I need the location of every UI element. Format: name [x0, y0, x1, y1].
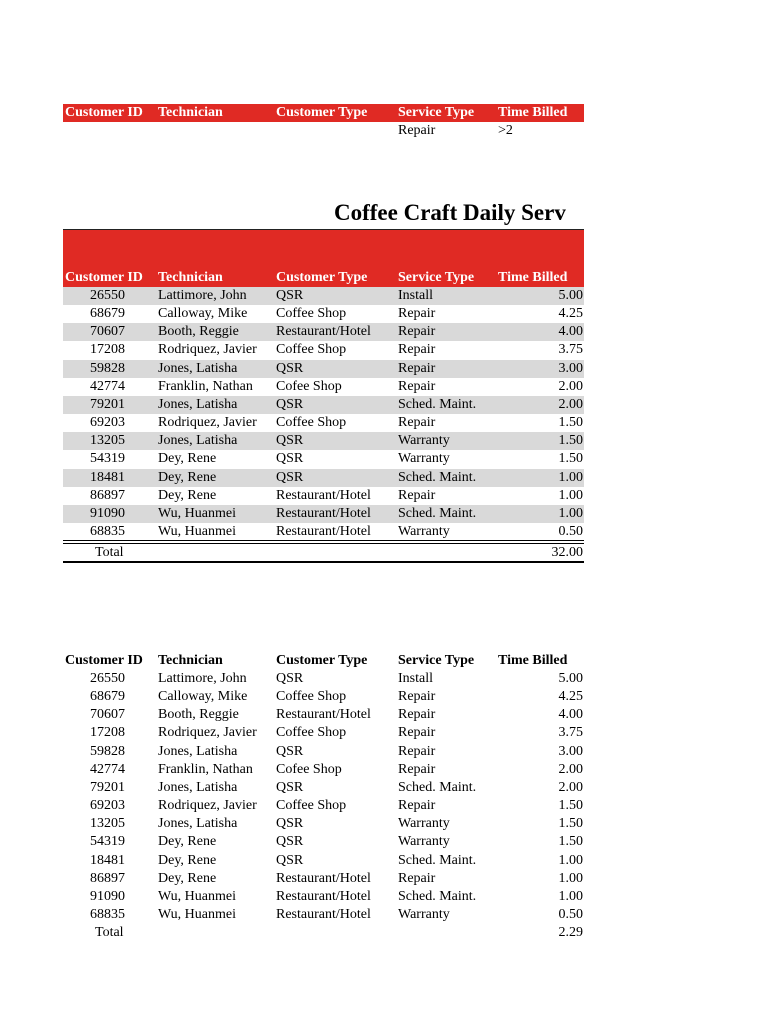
report-time-billed[interactable]: 4.00 — [558, 324, 583, 340]
lower-customer-type[interactable]: Coffee Shop — [276, 689, 347, 705]
report-technician[interactable]: Dey, Rene — [158, 469, 217, 485]
lower-time-billed[interactable]: 0.50 — [558, 906, 583, 922]
report-service-type[interactable]: Repair — [398, 360, 436, 376]
report-time-billed[interactable]: 2.00 — [558, 396, 583, 412]
lower-time-billed[interactable]: 2.00 — [558, 761, 583, 777]
report-customer-id[interactable]: 86897 — [90, 487, 125, 503]
report-row — [63, 414, 584, 432]
report-customer-id[interactable]: 69203 — [90, 415, 125, 431]
report-technician[interactable]: Rodriquez, Javier — [158, 415, 257, 431]
lower-service-type[interactable]: Repair — [398, 870, 436, 886]
lower-customer-type[interactable]: Restaurant/Hotel — [276, 906, 371, 922]
report-time-billed[interactable]: 1.50 — [558, 415, 583, 431]
report-customer-type[interactable]: QSR — [276, 360, 304, 376]
report-customer-type[interactable]: Restaurant/Hotel — [276, 487, 371, 503]
lower-customer-id[interactable]: 17208 — [90, 725, 125, 741]
report-service-type[interactable]: Warranty — [398, 451, 450, 467]
report-service-type[interactable]: Repair — [398, 378, 436, 394]
report-service-type[interactable]: Warranty — [398, 523, 450, 539]
report-technician[interactable]: Jones, Latisha — [158, 396, 238, 412]
report-total-label: Total — [95, 545, 124, 561]
lower-time-billed[interactable]: 4.25 — [558, 689, 583, 705]
report-service-type[interactable]: Sched. Maint. — [398, 505, 477, 521]
report-technician[interactable]: Franklin, Nathan — [158, 378, 253, 394]
report-row — [63, 341, 584, 359]
lower-customer-id[interactable]: 54319 — [90, 834, 125, 850]
lower-service-type[interactable]: Repair — [398, 725, 436, 741]
lower-customer-type[interactable]: QSR — [276, 816, 304, 832]
report-time-billed[interactable]: 2.00 — [558, 378, 583, 394]
lower-service-type[interactable]: Sched. Maint. — [398, 852, 477, 868]
lower-row — [63, 779, 584, 797]
lower-row — [63, 743, 584, 761]
report-time-billed[interactable]: 1.00 — [558, 505, 583, 521]
lower-customer-id[interactable]: 42774 — [90, 761, 125, 777]
criteria-header-row — [63, 104, 584, 122]
lower-technician[interactable]: Lattimore, John — [158, 671, 247, 686]
report-technician[interactable]: Calloway, Mike — [158, 306, 248, 322]
lower-time-billed[interactable]: 1.00 — [558, 852, 583, 868]
report-customer-type[interactable]: QSR — [276, 396, 304, 412]
report-technician[interactable]: Dey, Rene — [158, 451, 217, 467]
report-customer-id[interactable]: 59828 — [90, 360, 125, 376]
report-customer-id[interactable]: 70607 — [90, 324, 125, 340]
report-service-type[interactable]: Sched. Maint. — [398, 469, 477, 485]
lower-row — [63, 688, 584, 706]
lower-technician[interactable]: Franklin, Nathan — [158, 761, 253, 777]
report-customer-id[interactable]: 18481 — [90, 469, 125, 485]
report-technician[interactable]: Booth, Reggie — [158, 324, 239, 340]
lower-row — [63, 815, 584, 833]
lower-service-type[interactable]: Repair — [398, 707, 436, 723]
criteria-header-technician[interactable]: Technician — [158, 105, 223, 120]
report-row — [63, 378, 584, 396]
report-service-type[interactable]: Repair — [398, 342, 436, 358]
lower-customer-type[interactable]: QSR — [276, 743, 304, 759]
report-customer-type[interactable]: Restaurant/Hotel — [276, 324, 371, 340]
lower-customer-id[interactable]: 68835 — [90, 906, 125, 922]
lower-customer-id[interactable]: 70607 — [90, 707, 125, 723]
lower-row — [63, 724, 584, 742]
lower-time-billed[interactable]: 1.00 — [558, 888, 583, 904]
lower-service-type[interactable]: Warranty — [398, 816, 450, 832]
report-customer-id[interactable]: 13205 — [90, 433, 125, 449]
report-row — [63, 487, 584, 505]
lower-time-billed[interactable]: 1.00 — [558, 870, 583, 886]
lower-customer-type[interactable]: QSR — [276, 671, 304, 686]
report-service-type[interactable]: Sched. Maint. — [398, 396, 477, 412]
lower-customer-type[interactable]: Coffee Shop — [276, 725, 347, 741]
report-service-type[interactable]: Repair — [398, 306, 436, 322]
lower-customer-id[interactable]: 18481 — [90, 852, 125, 868]
criteria-header-customer-id[interactable]: Customer ID — [65, 105, 143, 120]
report-row — [63, 523, 584, 541]
lower-technician[interactable]: Dey, Rene — [158, 852, 217, 868]
lower-total-value[interactable]: 2.29 — [558, 925, 583, 941]
lower-header-row — [63, 652, 584, 670]
report-header-customer-id[interactable]: Customer ID — [65, 270, 143, 285]
lower-header-technician[interactable]: Technician — [158, 653, 223, 668]
lower-row — [63, 870, 584, 888]
lower-customer-id[interactable]: 26550 — [90, 671, 125, 686]
report-time-billed[interactable]: 1.50 — [558, 433, 583, 449]
report-technician[interactable]: Jones, Latisha — [158, 433, 238, 449]
report-customer-id[interactable]: 26550 — [90, 288, 125, 303]
report-customer-id[interactable]: 54319 — [90, 451, 125, 467]
lower-technician[interactable]: Dey, Rene — [158, 870, 217, 886]
report-technician[interactable]: Wu, Huanmei — [158, 523, 236, 539]
lower-customer-type[interactable]: QSR — [276, 779, 304, 795]
report-customer-type[interactable]: QSR — [276, 433, 304, 449]
lower-row — [63, 797, 584, 815]
report-total-row — [63, 544, 584, 562]
report-service-type[interactable]: Repair — [398, 487, 436, 503]
report-row — [63, 505, 584, 523]
lower-row — [63, 670, 584, 688]
report-header-technician[interactable]: Technician — [158, 270, 223, 285]
lower-row — [63, 888, 584, 906]
criteria-header-time-billed[interactable]: Time Billed — [498, 105, 568, 120]
lower-technician[interactable]: Wu, Huanmei — [158, 906, 236, 922]
report-technician[interactable]: Dey, Rene — [158, 487, 217, 503]
lower-header-time-billed[interactable]: Time Billed — [498, 653, 568, 668]
lower-customer-type[interactable]: QSR — [276, 834, 304, 850]
report-customer-id[interactable]: 68679 — [90, 306, 125, 322]
lower-customer-type[interactable]: Cofee Shop — [276, 761, 342, 777]
report-row — [63, 323, 584, 341]
lower-header-service-type[interactable]: Service Type — [398, 653, 475, 668]
report-row — [63, 432, 584, 450]
report-customer-type[interactable]: Restaurant/Hotel — [276, 505, 371, 521]
report-customer-id[interactable]: 17208 — [90, 342, 125, 358]
report-customer-type[interactable]: Coffee Shop — [276, 415, 347, 431]
report-customer-type[interactable]: Coffee Shop — [276, 342, 347, 358]
criteria-time-billed-value[interactable]: >2 — [498, 123, 513, 138]
lower-service-type[interactable]: Install — [398, 671, 433, 686]
lower-customer-type[interactable]: Restaurant/Hotel — [276, 870, 371, 886]
report-row — [63, 287, 584, 305]
lower-service-type[interactable]: Repair — [398, 761, 436, 777]
report-time-billed[interactable]: 3.75 — [558, 342, 583, 358]
report-customer-id[interactable]: 91090 — [90, 505, 125, 521]
lower-service-type[interactable]: Repair — [398, 798, 436, 814]
report-technician[interactable]: Rodriquez, Javier — [158, 342, 257, 358]
report-row — [63, 450, 584, 468]
lower-customer-type[interactable]: Restaurant/Hotel — [276, 888, 371, 904]
report-customer-type[interactable]: Coffee Shop — [276, 306, 347, 322]
report-header-customer-type[interactable]: Customer Type — [276, 270, 368, 285]
report-customer-type[interactable]: QSR — [276, 288, 304, 303]
lower-header-customer-id[interactable]: Customer ID — [65, 653, 143, 668]
report-time-billed[interactable]: 4.25 — [558, 306, 583, 322]
lower-customer-id[interactable]: 13205 — [90, 816, 125, 832]
criteria-values-row — [63, 122, 584, 140]
lower-row — [63, 706, 584, 724]
lower-row — [63, 761, 584, 779]
report-time-billed[interactable]: 0.50 — [558, 523, 583, 539]
report-technician[interactable]: Lattimore, John — [158, 288, 247, 303]
report-service-type[interactable]: Warranty — [398, 433, 450, 449]
report-time-billed[interactable]: 1.50 — [558, 451, 583, 467]
lower-technician[interactable]: Rodriquez, Javier — [158, 798, 257, 814]
report-customer-type[interactable]: Cofee Shop — [276, 378, 342, 394]
report-row — [63, 469, 584, 487]
report-customer-type[interactable]: QSR — [276, 469, 304, 485]
report-customer-id[interactable]: 79201 — [90, 396, 125, 412]
report-time-billed[interactable]: 5.00 — [558, 288, 583, 303]
lower-time-billed[interactable]: 2.00 — [558, 779, 583, 795]
report-title: Coffee Craft Daily Serv — [334, 200, 566, 225]
lower-time-billed[interactable]: 1.50 — [558, 834, 583, 850]
lower-customer-id[interactable]: 68679 — [90, 689, 125, 705]
criteria-header-customer-type[interactable]: Customer Type — [276, 105, 368, 120]
lower-time-billed[interactable]: 1.50 — [558, 816, 583, 832]
lower-service-type[interactable]: Warranty — [398, 906, 450, 922]
lower-customer-type[interactable]: Restaurant/Hotel — [276, 707, 371, 723]
criteria-header-service-type[interactable]: Service Type — [398, 105, 475, 120]
lower-row — [63, 852, 584, 870]
report-title-band — [63, 229, 584, 270]
lower-row — [63, 906, 584, 924]
report-row — [63, 396, 584, 414]
report-row — [63, 360, 584, 378]
report-service-type[interactable]: Repair — [398, 324, 436, 340]
lower-header-customer-type[interactable]: Customer Type — [276, 653, 368, 668]
lower-service-type[interactable]: Sched. Maint. — [398, 888, 477, 904]
lower-total-row — [63, 924, 584, 942]
report-total-double-rule — [63, 543, 584, 544]
report-technician[interactable]: Jones, Latisha — [158, 360, 238, 376]
lower-customer-id[interactable]: 79201 — [90, 779, 125, 795]
lower-technician[interactable]: Jones, Latisha — [158, 779, 238, 795]
criteria-service-type-value[interactable]: Repair — [398, 123, 436, 138]
criteria-table — [63, 104, 584, 140]
lower-customer-id[interactable]: 69203 — [90, 798, 125, 814]
lower-customer-id[interactable]: 86897 — [90, 870, 125, 886]
lower-technician[interactable]: Calloway, Mike — [158, 689, 248, 705]
lower-technician[interactable]: Jones, Latisha — [158, 816, 238, 832]
report-customer-id[interactable]: 42774 — [90, 378, 125, 394]
report-service-type[interactable]: Repair — [398, 415, 436, 431]
lower-service-type[interactable]: Repair — [398, 689, 436, 705]
lower-table — [63, 652, 584, 942]
report-header-row — [63, 269, 584, 287]
lower-row — [63, 833, 584, 851]
report-time-billed[interactable]: 3.00 — [558, 360, 583, 376]
lower-technician[interactable]: Booth, Reggie — [158, 707, 239, 723]
report-technician[interactable]: Wu, Huanmei — [158, 505, 236, 521]
report-total-bottom-rule — [63, 561, 584, 563]
report-customer-id[interactable]: 68835 — [90, 523, 125, 539]
lower-service-type[interactable]: Repair — [398, 743, 436, 759]
lower-technician[interactable]: Rodriquez, Javier — [158, 725, 257, 741]
lower-time-billed[interactable]: 3.75 — [558, 725, 583, 741]
report-time-billed[interactable]: 1.00 — [558, 487, 583, 503]
lower-technician[interactable]: Jones, Latisha — [158, 743, 238, 759]
lower-customer-type[interactable]: QSR — [276, 852, 304, 868]
lower-service-type[interactable]: Warranty — [398, 834, 450, 850]
lower-customer-type[interactable]: Coffee Shop — [276, 798, 347, 814]
lower-total-label: Total — [95, 925, 124, 941]
report-header-service-type[interactable]: Service Type — [398, 270, 475, 285]
lower-technician[interactable]: Wu, Huanmei — [158, 888, 236, 904]
report-total-value[interactable]: 32.00 — [551, 545, 583, 561]
report-customer-type[interactable]: QSR — [276, 451, 304, 467]
report-total-double-rule — [63, 540, 584, 541]
lower-time-billed[interactable]: 3.00 — [558, 743, 583, 759]
lower-time-billed[interactable]: 5.00 — [558, 671, 583, 686]
report-customer-type[interactable]: Restaurant/Hotel — [276, 523, 371, 539]
report-time-billed[interactable]: 1.00 — [558, 469, 583, 485]
lower-time-billed[interactable]: 1.50 — [558, 798, 583, 814]
lower-technician[interactable]: Dey, Rene — [158, 834, 217, 850]
lower-customer-id[interactable]: 59828 — [90, 743, 125, 759]
lower-service-type[interactable]: Sched. Maint. — [398, 779, 477, 795]
report-header-time-billed[interactable]: Time Billed — [498, 270, 568, 285]
report-table — [63, 269, 584, 565]
report-row — [63, 305, 584, 323]
report-service-type[interactable]: Install — [398, 288, 433, 303]
lower-time-billed[interactable]: 4.00 — [558, 707, 583, 723]
lower-customer-id[interactable]: 91090 — [90, 888, 125, 904]
